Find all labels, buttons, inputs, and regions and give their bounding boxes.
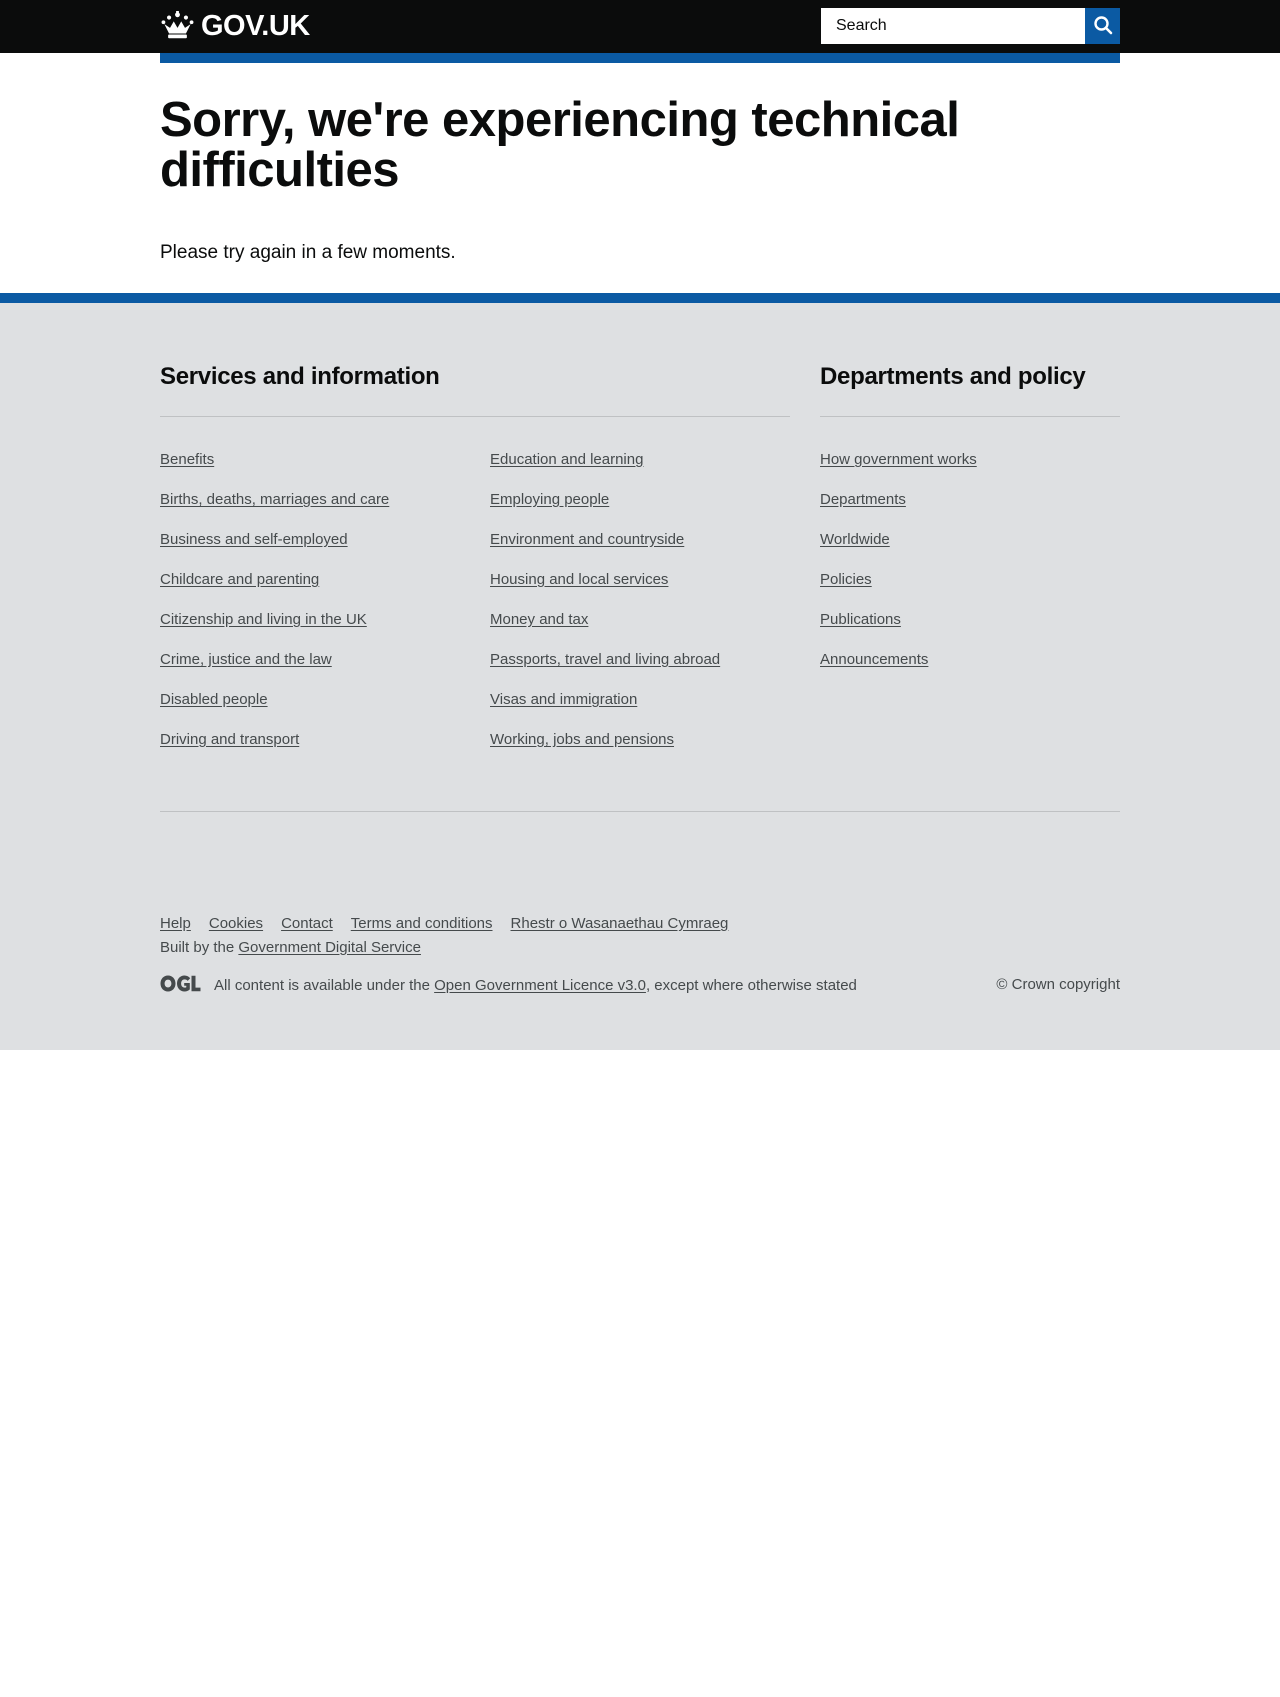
services-rule	[160, 416, 790, 417]
list-item	[160, 611, 389, 651]
list-item	[160, 651, 389, 691]
licence-text	[214, 977, 857, 994]
crown-icon	[160, 11, 195, 41]
contact-link[interactable]: Contact	[281, 915, 333, 932]
footer-link-housing[interactable]: Housing and local services	[490, 571, 669, 588]
list-item	[820, 491, 977, 531]
cookies-link[interactable]: Cookies	[208, 915, 264, 932]
list-item	[490, 451, 720, 491]
footer-link-education[interactable]: Education and learning	[490, 451, 644, 468]
site-header	[0, 0, 1280, 53]
footer-link-working[interactable]: Working, jobs and pensions	[490, 731, 674, 748]
ogl-link[interactable]: Open Government Licence v3.0	[434, 977, 646, 994]
list-item	[160, 571, 389, 611]
footer-link-citizenship[interactable]: Citizenship and living in the UK	[160, 611, 367, 628]
list-item	[820, 531, 977, 571]
footer-link-crime[interactable]: Crime, justice and the law	[160, 651, 332, 668]
list-item	[490, 691, 720, 731]
main-content	[0, 63, 1280, 293]
licence-row	[160, 975, 857, 996]
search-form	[821, 8, 1120, 44]
list-item	[160, 451, 389, 491]
terms-link[interactable]: Terms and conditions	[350, 915, 493, 932]
services-heading: Services and information	[160, 363, 440, 390]
list-item	[490, 731, 720, 771]
footer-link-worldwide[interactable]: Worldwide	[820, 531, 890, 548]
licence-prefix: All content is available under the	[214, 977, 435, 994]
list-item	[490, 531, 720, 571]
footer-link-policies[interactable]: Policies	[820, 571, 872, 588]
list-item	[490, 651, 720, 691]
list-item	[160, 691, 389, 731]
logo-text: GOV.UK	[201, 10, 310, 42]
help-link[interactable]: Help	[160, 915, 191, 932]
departments-rule	[820, 416, 1120, 417]
footer-link-business[interactable]: Business and self-employed	[160, 531, 348, 548]
footer-link-how-government-works[interactable]: How government works	[820, 451, 977, 468]
list-item	[820, 651, 977, 691]
search-input[interactable]	[821, 8, 1085, 44]
list-item	[490, 491, 720, 531]
built-by-text: Built by the	[160, 939, 239, 956]
list-item	[490, 611, 720, 651]
govuk-logo-link[interactable]	[160, 10, 310, 42]
services-list-col2	[490, 451, 720, 771]
footer-link-departments[interactable]: Departments	[820, 491, 906, 508]
footer-link-money[interactable]: Money and tax	[490, 611, 589, 628]
welsh-services-link[interactable]: Rhestr o Wasanaethau Cymraeg	[510, 915, 729, 932]
search-icon	[1093, 15, 1113, 38]
licence-suffix: , except where otherwise stated	[645, 977, 857, 994]
departments-list	[820, 451, 977, 691]
footer-link-births[interactable]: Births, deaths, marriages and care	[160, 491, 390, 508]
footer-link-visas[interactable]: Visas and immigration	[490, 691, 638, 708]
services-list-col1	[160, 451, 389, 771]
ogl-logo-icon	[160, 975, 201, 996]
list-item	[820, 571, 977, 611]
gds-link[interactable]: Government Digital Service	[238, 939, 421, 956]
built-by	[160, 939, 421, 956]
list-item	[820, 611, 977, 651]
error-message: Please try again in a few moments.	[160, 242, 456, 263]
footer-link-benefits[interactable]: Benefits	[160, 451, 215, 468]
list-item	[160, 491, 389, 531]
footer-link-disabled[interactable]: Disabled people	[160, 691, 268, 708]
footer-meta-links	[160, 915, 728, 932]
list-item	[160, 531, 389, 571]
footer-link-environment[interactable]: Environment and countryside	[490, 531, 685, 548]
page-title: Sorry, we're experiencing technical difficulties	[160, 93, 960, 197]
footer-link-publications[interactable]: Publications	[820, 611, 901, 628]
footer-link-childcare[interactable]: Childcare and parenting	[160, 571, 320, 588]
footer-link-announcements[interactable]: Announcements	[820, 651, 929, 668]
footer-divider	[160, 811, 1120, 812]
crown-copyright-link[interactable]: © Crown copyright	[996, 976, 1120, 993]
site-footer	[0, 293, 1280, 1050]
footer-link-driving[interactable]: Driving and transport	[160, 731, 300, 748]
list-item	[820, 451, 977, 491]
search-button[interactable]	[1085, 8, 1120, 44]
list-item	[160, 731, 389, 771]
footer-link-employing[interactable]: Employing people	[490, 491, 610, 508]
departments-heading: Departments and policy	[820, 363, 1086, 390]
list-item	[490, 571, 720, 611]
header-accent-bar	[160, 53, 1120, 63]
footer-link-passports[interactable]: Passports, travel and living abroad	[490, 651, 721, 668]
